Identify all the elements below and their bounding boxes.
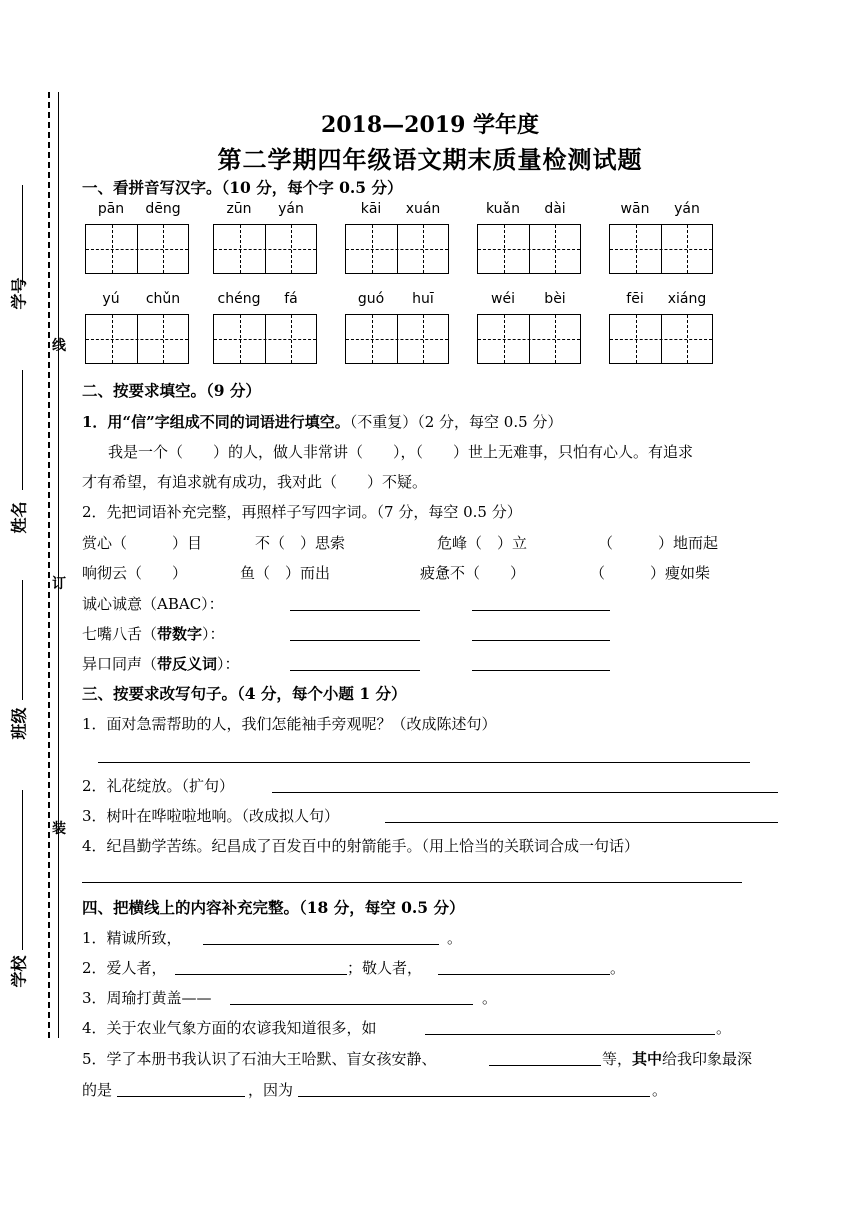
section3-q1: 1．面对急需帮助的人，我们怎能袖手旁观呢？（改成陈述句） [82,715,497,733]
idiom-fill: 赏心（ ）目 [82,534,203,552]
field-label-school: 学校 [9,955,29,988]
section4-q3: 3．周瑜打黄盖—— [82,989,212,1007]
section4-q5-a: 5．学了本册书我认识了石油大王哈默、盲女孩安静、 [82,1050,437,1068]
four-char-c-post: ）： [217,655,240,673]
pinyin-syllable: chǔn [145,291,181,307]
grid-guide-h [610,249,712,250]
grid-guide-v [372,225,373,273]
field-line-school[interactable] [22,790,23,950]
idiom-fill: 疲惫不（ ） [420,564,526,582]
idiom-fill: 危峰（ ）立 [437,534,528,552]
section3-q4: 4．纪昌勤学苦练。纪昌成了百发百中的射箭能手。（用上恰当的关联词合成一句话） [82,837,640,855]
binding-solid-line [58,92,59,1038]
pinyin-syllable: dēng [145,201,181,217]
grid-guide-h [346,339,448,340]
section4-q3-post: 。 [482,989,498,1007]
section4-q5-d: 的是 [82,1081,113,1099]
writing-grid-box[interactable] [85,224,189,274]
four-char-a-blank2[interactable] [472,610,610,611]
pinyin-syllable: bèi [544,291,566,307]
grid-guide-v [112,225,113,273]
pinyin-syllable: yú [102,291,120,307]
pinyin-syllable: fá [284,291,298,307]
pinyin-syllable: huī [412,291,434,307]
field-line-class[interactable] [22,580,23,700]
section3-q2-answer-line[interactable] [272,792,778,793]
writing-grid-box[interactable] [477,224,581,274]
grid-guide-v [504,315,505,363]
grid-guide-v [163,225,164,273]
grid-guide-v [687,225,688,273]
section4-q2-c: 。 [610,959,626,977]
four-char-b-blank1[interactable] [290,640,420,641]
section4-q1-blank[interactable] [203,944,439,945]
grid-guide-h [214,249,316,250]
grid-guide-v [291,315,292,363]
binding-mark-bind: 订 [52,576,66,592]
section4-heading: 四、把横线上的内容补充完整。（18 分，每空 0.5 分） [82,898,465,917]
section4-q4-post: 。 [716,1019,732,1037]
pinyin-syllable: xiáng [667,291,707,307]
idiom-fill: 鱼（ ）而出 [240,564,331,582]
grid-guide-v [636,315,637,363]
grid-guide-v [687,315,688,363]
grid-guide-v [240,315,241,363]
grid-guide-v [423,225,424,273]
four-char-b-label [82,624,225,644]
binding-dashed-line [48,92,50,1038]
grid-guide-h [610,339,712,340]
binding-mark-pack: 装 [52,821,66,837]
section4-q5-b: 等， [602,1050,633,1068]
four-char-a-label: 诚心诚意（ABAC）： [82,595,224,613]
section3-q4-answer-line[interactable] [82,882,742,883]
section2-q2-prompt: 2．先把词语补充完整，再照样子写四字词。（7 分，每空 0.5 分） [82,503,522,521]
section4-q5-blank2[interactable] [117,1096,245,1097]
binding-mark-line: 线 [52,338,66,354]
section2-q1-note: （不重复）（2 分，每空 0.5 分） [349,413,563,431]
section4-q2-b: ；敬人者， [347,959,423,977]
grid-guide-h [478,249,580,250]
section4-q2-a: 2．爱人者， [82,959,167,977]
writing-grid-box[interactable] [213,224,317,274]
grid-guide-h [214,339,316,340]
grid-guide-h [86,339,188,340]
field-line-name[interactable] [22,370,23,490]
section2-q1-head: 1．用“信”字组成不同的词语进行填空。 [82,413,350,431]
grid-guide-v [112,315,113,363]
section4-q5-blank3[interactable] [298,1096,650,1097]
grid-guide-v [163,315,164,363]
pinyin-syllable: guó [357,291,385,307]
four-char-c-pre: 异口同声（ [82,655,158,673]
section2-q1-line2: 才有希望，有追求就有成功，我对此（ ）不疑。 [82,473,428,491]
section2-heading: 二、按要求填空。（9 分） [82,381,261,400]
field-label-name: 姓名 [9,501,29,534]
four-char-c-blank2[interactable] [472,670,610,671]
writing-grid-box[interactable] [477,314,581,364]
writing-grid-box[interactable] [345,314,449,364]
section3-q2: 2．礼花绽放。（扩句） [82,777,235,795]
writing-grid-box[interactable] [609,314,713,364]
field-label-student-id: 学号 [9,277,29,310]
section3-heading: 三、按要求改写句子。（4 分，每个小题 1 分） [82,684,407,703]
section4-q5-line1-tail [602,1049,752,1069]
pinyin-syllable: yán [674,201,700,217]
section4-q1-pre: 1．精诚所致， [82,929,182,947]
pinyin-syllable: yán [278,201,304,217]
section2-q1-prompt [82,412,562,432]
section4-q2-blank1[interactable] [175,974,347,975]
four-char-b-post: ）： [202,625,225,643]
section4-q5-f: 。 [652,1081,668,1099]
four-char-c-blank1[interactable] [290,670,420,671]
section4-q2-blank2[interactable] [438,974,610,975]
section4-q4-blank[interactable] [425,1034,715,1035]
pinyin-syllable: kuǎn [485,201,521,217]
section4-q5-c: 给我印象最深 [662,1050,753,1068]
four-char-b-bold: 带数字 [157,625,203,643]
pinyin-syllable: pān [97,201,125,217]
four-char-c-label [82,654,240,674]
pinyin-syllable: kāi [360,201,382,217]
section4-q4: 4．关于农业气象方面的农谚我知道很多，如 [82,1019,377,1037]
pinyin-syllable: chéng [217,291,261,307]
grid-guide-v [555,315,556,363]
section4-q5-e: ，因为 [248,1081,294,1099]
section3-q3: 3．树叶在哗啦啦地响。（改成拟人句） [82,807,340,825]
grid-guide-v [555,225,556,273]
section1-heading: 一、看拼音写汉字。（10 分，每个字 0.5 分） [82,178,403,197]
grid-guide-v [240,225,241,273]
pinyin-syllable: dài [544,201,566,217]
section4-q5-bold: 其中 [632,1050,663,1068]
idiom-fill: （ ）瘦如柴 [590,564,711,582]
writing-grid-box[interactable] [345,224,449,274]
grid-guide-h [478,339,580,340]
four-char-b-blank2[interactable] [472,640,610,641]
pinyin-syllable: xuán [405,201,441,217]
idiom-fill: （ ）地而起 [598,534,719,552]
grid-guide-v [504,225,505,273]
page-subtitle: 第二学期四年级语文期末质量检测试题 [217,145,643,174]
writing-grid-box[interactable] [213,314,317,364]
section3-q3-answer-line[interactable] [385,822,778,823]
pinyin-syllable: wéi [491,291,515,307]
section4-q3-blank[interactable] [230,1004,473,1005]
pinyin-syllable: wān [620,201,650,217]
four-char-b-pre: 七嘴八舌（ [82,625,158,643]
grid-guide-h [346,249,448,250]
page-title: 2018—2019 学年度 [320,112,540,138]
field-label-class: 班级 [9,707,29,740]
section3-q1-answer-line[interactable] [98,762,750,763]
section2-q1-line1: 我是一个（ ）的人，做人非常讲（ ），（ ）世上无难事，只怕有心人。有追求 [108,443,694,461]
pinyin-syllable: zūn [226,201,252,217]
grid-guide-v [291,225,292,273]
section4-q5-blank1[interactable] [489,1065,601,1066]
four-char-c-bold: 带反义词 [157,655,218,673]
writing-grid-box[interactable] [85,314,189,364]
four-char-a-blank1[interactable] [290,610,420,611]
pinyin-syllable: fēi [626,291,644,307]
grid-guide-h [86,249,188,250]
grid-guide-v [423,315,424,363]
grid-guide-v [372,315,373,363]
grid-guide-v [636,225,637,273]
idiom-fill: 不（ ）思索 [255,534,346,552]
section4-q1-post: 。 [447,929,463,947]
idiom-fill: 响彻云（ ） [82,564,188,582]
writing-grid-box[interactable] [609,224,713,274]
field-line-student-id[interactable] [22,185,23,285]
